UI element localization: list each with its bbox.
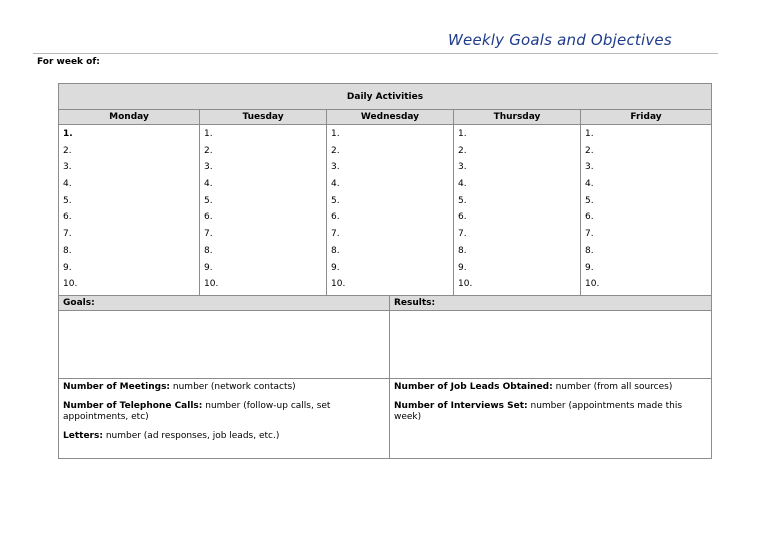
list-item: 8. — [204, 245, 213, 256]
list-item: 6. — [585, 212, 594, 223]
title-underline — [33, 53, 718, 54]
list-item: 3. — [63, 162, 72, 173]
day-column-thursday[interactable] — [454, 125, 581, 297]
activity-metrics-right — [390, 379, 712, 459]
list-item: 9. — [331, 262, 340, 273]
day-column-friday[interactable] — [581, 125, 712, 297]
list-item: 2. — [204, 145, 213, 156]
letters-metric — [63, 431, 385, 442]
list-item: 8. — [331, 245, 340, 256]
day-header-thursday: Thursday — [454, 110, 581, 125]
list-item: 9. — [585, 262, 594, 273]
list-item: 5. — [585, 195, 594, 206]
list-item: 1. — [331, 129, 340, 139]
goals-entry-area[interactable] — [59, 311, 390, 379]
list-item: 1. — [585, 129, 594, 139]
day-header-tuesday: Tuesday — [200, 110, 327, 125]
goals-results-table — [58, 295, 712, 459]
list-item: 9. — [63, 262, 72, 273]
day-column-monday[interactable] — [59, 125, 200, 297]
list-item: 8. — [585, 245, 594, 256]
list-item: 9. — [458, 262, 467, 273]
calls-metric — [63, 401, 385, 423]
interviews-text: number (appointments made this week) — [394, 401, 683, 422]
list-item: 8. — [63, 245, 72, 256]
list-item: 7. — [63, 229, 72, 240]
list-item: 10. — [331, 279, 346, 290]
results-header: Results: — [390, 296, 712, 311]
list-item: 5. — [458, 195, 467, 206]
list-item: 10. — [204, 279, 219, 290]
day-header-monday: Monday — [59, 110, 200, 125]
calls-label: Number of Telephone Calls: — [63, 401, 203, 411]
list-item: 10. — [458, 279, 473, 290]
day-header-friday: Friday — [581, 110, 712, 125]
list-item: 10. — [585, 279, 600, 290]
list-item: 7. — [585, 229, 594, 240]
results-entry-area[interactable] — [390, 311, 712, 379]
activity-metrics-left — [59, 379, 390, 459]
list-item: 1. — [63, 129, 73, 139]
job-leads-metric — [394, 382, 707, 393]
job-leads-text: number (from all sources) — [552, 382, 673, 392]
list-item: 4. — [331, 179, 340, 190]
list-item: 4. — [204, 179, 213, 190]
list-item: 4. — [63, 179, 72, 190]
list-item: 3. — [331, 162, 340, 173]
daily-activities-header: Daily Activities — [59, 84, 712, 110]
list-item: 2. — [331, 145, 340, 156]
meetings-text: number (network contacts) — [170, 382, 296, 392]
list-item: 4. — [585, 179, 594, 190]
list-item: 3. — [585, 162, 594, 173]
list-item: 3. — [458, 162, 467, 173]
list-item: 6. — [63, 212, 72, 223]
list-item: 5. — [63, 195, 72, 206]
job-leads-label: Number of Job Leads Obtained: — [394, 382, 553, 392]
calls-text: number (follow-up calls, set appointments, etc) — [63, 401, 331, 422]
list-item: 4. — [458, 179, 467, 190]
day-header-wednesday: Wednesday — [327, 110, 454, 125]
list-item: 1. — [458, 129, 467, 139]
list-item: 1. — [204, 129, 213, 139]
list-item: 6. — [331, 212, 340, 223]
goals-header: Goals: — [59, 296, 390, 311]
letters-label: Letters: — [63, 431, 103, 441]
list-item: 7. — [458, 229, 467, 240]
day-column-wednesday[interactable] — [327, 125, 454, 297]
meetings-metric — [63, 382, 385, 393]
daily-activities-table — [58, 83, 712, 297]
interviews-metric — [394, 401, 707, 423]
letters-text: number (ad responses, job leads, etc.) — [102, 431, 280, 441]
day-column-tuesday[interactable] — [200, 125, 327, 297]
interviews-label: Number of Interviews Set: — [394, 401, 528, 411]
meetings-label: Number of Meetings: — [63, 382, 171, 392]
list-item: 5. — [204, 195, 213, 206]
list-item: 5. — [331, 195, 340, 206]
list-item: 8. — [458, 245, 467, 256]
list-item: 7. — [204, 229, 213, 240]
document-title: Weekly Goals and Objectives — [448, 31, 672, 49]
list-item: 2. — [458, 145, 467, 156]
week-of-label: For week of: — [37, 57, 100, 67]
list-item: 2. — [585, 145, 594, 156]
list-item: 10. — [63, 279, 78, 290]
list-item: 2. — [63, 145, 72, 156]
list-item: 9. — [204, 262, 213, 273]
list-item: 6. — [204, 212, 213, 223]
list-item: 7. — [331, 229, 340, 240]
list-item: 3. — [204, 162, 213, 173]
list-item: 6. — [458, 212, 467, 223]
